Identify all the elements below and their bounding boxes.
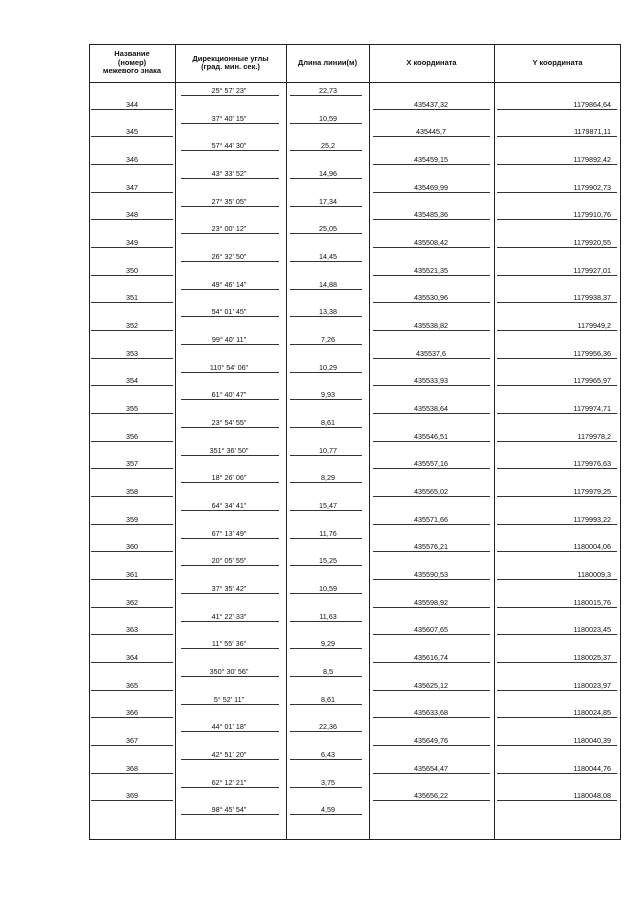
row-separator: [290, 261, 362, 262]
point-name-cell: 367: [126, 736, 138, 745]
row-separator: [181, 344, 279, 345]
row-separator: [497, 247, 617, 248]
row-separator: [497, 219, 617, 220]
x-coordinate-cell: 435533,93: [414, 376, 448, 386]
row-separator: [290, 95, 362, 96]
y-coordinate-cell: 1179956,36: [573, 348, 611, 358]
row-separator: [181, 482, 279, 483]
row-separator: [497, 192, 617, 193]
row-separator: [91, 275, 173, 276]
x-coordinate-cell: 435538,64: [414, 404, 448, 414]
row-separator: [290, 704, 362, 705]
row-separator: [91, 358, 173, 359]
y-coordinate-cell: 1180015,76: [573, 597, 611, 607]
x-coordinate-cell: 435469,99: [414, 182, 448, 192]
row-separator: [290, 316, 362, 317]
x-coordinate-cell: 435590,53: [414, 570, 448, 580]
row-separator: [91, 524, 173, 525]
line-length-cell: 7,26: [321, 334, 335, 344]
row-separator: [290, 510, 362, 511]
point-name-cell: 362: [126, 597, 138, 607]
row-separator: [181, 289, 279, 290]
row-separator: [91, 607, 173, 608]
row-separator: [373, 247, 490, 248]
row-separator: [373, 634, 490, 635]
directional-angle-cell: 11° 55' 36": [211, 639, 247, 649]
directional-angle-cell: 99° 40' 11": [211, 334, 247, 344]
row-separator: [181, 676, 279, 677]
row-separator: [91, 579, 173, 580]
row-separator: [91, 468, 173, 469]
point-name-cell: 358: [126, 487, 138, 497]
row-separator: [290, 814, 362, 815]
line-length-cell: 14,88: [319, 279, 337, 289]
line-length-cell: 14,96: [319, 168, 337, 178]
point-name-cell: 368: [126, 763, 138, 773]
row-separator: [91, 662, 173, 663]
header-directional-angles: Дирекционные углы (град. мин. сек.): [192, 53, 269, 71]
row-separator: [373, 358, 490, 359]
row-separator: [181, 759, 279, 760]
row-separator: [181, 261, 279, 262]
y-coordinate-cell: 1179979,25: [573, 487, 611, 497]
row-separator: [290, 759, 362, 760]
row-separator: [91, 745, 173, 746]
line-length-cell: 10,59: [319, 583, 337, 593]
y-coordinate-cell: 1179902,73: [573, 182, 611, 192]
row-separator: [181, 814, 279, 815]
row-separator: [290, 621, 362, 622]
y-coordinate-cell: 1180040,39: [573, 736, 611, 745]
row-separator: [497, 275, 617, 276]
x-coordinate-cell: 435654,47: [414, 763, 448, 773]
row-separator: [497, 496, 617, 497]
header-bottom-border: [89, 82, 621, 83]
row-separator: [373, 136, 490, 137]
row-separator: [290, 344, 362, 345]
row-separator: [181, 178, 279, 179]
row-separator: [181, 538, 279, 539]
directional-angle-cell: 64° 34' 41": [211, 500, 247, 510]
row-separator: [181, 206, 279, 207]
row-separator: [497, 634, 617, 635]
point-name-cell: 347: [126, 182, 138, 192]
directional-angle-cell: 43° 33' 52": [211, 168, 247, 178]
boundary-coordinates-table: [89, 44, 621, 840]
row-separator: [290, 427, 362, 428]
row-separator: [373, 302, 490, 303]
line-length-cell: 17,34: [319, 196, 337, 206]
row-separator: [497, 717, 617, 718]
row-separator: [373, 385, 490, 386]
row-separator: [373, 330, 490, 331]
row-separator: [497, 690, 617, 691]
line-length-cell: 11,63: [319, 611, 337, 621]
row-separator: [181, 233, 279, 234]
row-separator: [373, 192, 490, 193]
line-length-cell: 14,45: [319, 251, 337, 261]
point-name-cell: 348: [126, 210, 138, 220]
x-coordinate-cell: 435607,65: [414, 625, 448, 635]
row-separator: [181, 510, 279, 511]
directional-angle-cell: 110° 54' 06": [209, 362, 249, 372]
point-name-cell: 350: [126, 265, 138, 275]
row-separator: [497, 662, 617, 663]
x-coordinate-cell: 435616,74: [414, 653, 448, 663]
row-separator: [181, 372, 279, 373]
row-separator: [181, 731, 279, 732]
row-separator: [91, 551, 173, 552]
row-separator: [91, 136, 173, 137]
point-name-cell: 359: [126, 514, 138, 524]
row-separator: [290, 482, 362, 483]
row-separator: [373, 109, 490, 110]
row-separator: [181, 95, 279, 96]
row-separator: [91, 496, 173, 497]
line-length-cell: 4,59: [321, 805, 335, 815]
directional-angle-cell: 25° 57' 23": [211, 86, 247, 95]
x-coordinate-cell: 435538,82: [414, 321, 448, 331]
row-separator: [373, 690, 490, 691]
y-coordinate-cell: 1180023,45: [573, 625, 611, 635]
row-separator: [181, 455, 279, 456]
row-separator: [290, 178, 362, 179]
point-name-cell: 354: [126, 376, 138, 386]
x-coordinate-cell: 435633,68: [414, 708, 448, 718]
point-name-cell: 366: [126, 708, 138, 718]
row-separator: [181, 427, 279, 428]
point-name-cell: 345: [126, 127, 138, 137]
point-name-cell: 363: [126, 625, 138, 635]
row-separator: [373, 164, 490, 165]
line-length-cell: 8,61: [321, 417, 335, 427]
row-separator: [373, 662, 490, 663]
directional-angle-cell: 351° 36' 50": [209, 445, 249, 455]
row-separator: [373, 717, 490, 718]
row-separator: [497, 385, 617, 386]
row-separator: [91, 219, 173, 220]
line-length-cell: 25,2: [321, 141, 335, 151]
x-coordinate-cell: 435656,22: [414, 791, 448, 801]
row-separator: [290, 538, 362, 539]
row-separator: [290, 372, 362, 373]
row-separator: [181, 621, 279, 622]
row-separator: [91, 192, 173, 193]
directional-angle-cell: 42° 51' 20": [211, 749, 247, 759]
x-coordinate-cell: 435649,76: [414, 736, 448, 745]
line-length-cell: 10,77: [319, 445, 337, 455]
row-separator: [290, 648, 362, 649]
row-separator: [91, 690, 173, 691]
x-coordinate-cell: 435445,7: [416, 127, 446, 137]
point-name-cell: 356: [126, 431, 138, 441]
y-coordinate-cell: 1179871,11: [574, 127, 611, 137]
row-separator: [181, 565, 279, 566]
y-coordinate-cell: 1179949,2: [577, 321, 611, 331]
row-separator: [373, 496, 490, 497]
row-separator: [181, 787, 279, 788]
directional-angle-cell: 44° 01' 18": [211, 722, 247, 732]
row-separator: [373, 441, 490, 442]
x-coordinate-cell: 435530,96: [414, 293, 448, 303]
line-length-cell: 22,36: [319, 722, 337, 732]
y-coordinate-cell: 1180048,08: [573, 791, 611, 801]
directional-angle-cell: 41° 22' 33": [211, 611, 247, 621]
row-separator: [91, 773, 173, 774]
y-coordinate-cell: 1180009,3: [577, 570, 611, 580]
x-coordinate-cell: 435521,35: [414, 265, 448, 275]
directional-angle-cell: 5° 52' 11": [213, 694, 245, 704]
point-name-cell: 357: [126, 459, 138, 469]
directional-angle-cell: 23° 00' 12": [211, 224, 247, 234]
row-separator: [290, 731, 362, 732]
x-coordinate-cell: 435459,15: [414, 155, 448, 165]
y-coordinate-cell: 1180044,76: [573, 763, 611, 773]
row-separator: [497, 164, 617, 165]
row-separator: [290, 593, 362, 594]
line-length-cell: 10,29: [319, 362, 337, 372]
directional-angle-cell: 18° 26' 06": [211, 473, 247, 483]
point-name-cell: 364: [126, 653, 138, 663]
line-length-cell: 8,61: [321, 694, 335, 704]
point-name-cell: 344: [126, 99, 138, 109]
x-coordinate-cell: 435437,32: [414, 99, 448, 109]
directional-angle-cell: 67° 13' 49": [211, 528, 247, 538]
header-y-coordinate: Y координата: [532, 57, 583, 67]
row-separator: [497, 302, 617, 303]
line-length-cell: 13,38: [319, 307, 337, 317]
x-coordinate-cell: 435537,6: [416, 348, 446, 358]
directional-angle-cell: 37° 35' 42": [211, 583, 247, 593]
y-coordinate-cell: 1179976,63: [573, 459, 611, 469]
line-length-cell: 10,59: [319, 113, 337, 123]
y-coordinate-cell: 1179938,37: [573, 293, 611, 303]
row-separator: [91, 109, 173, 110]
row-separator: [497, 468, 617, 469]
directional-angle-cell: 350° 30' 56": [209, 666, 249, 676]
point-name-cell: 369: [126, 791, 138, 801]
row-separator: [290, 150, 362, 151]
line-length-cell: 3,75: [321, 777, 335, 787]
row-separator: [497, 773, 617, 774]
row-separator: [497, 800, 617, 801]
point-name-cell: 355: [126, 404, 138, 414]
row-separator: [290, 455, 362, 456]
y-coordinate-cell: 1179978,2: [577, 431, 611, 441]
row-separator: [181, 150, 279, 151]
y-coordinate-cell: 1179993,22: [573, 514, 611, 524]
row-separator: [373, 524, 490, 525]
point-name-cell: 360: [126, 542, 138, 552]
row-separator: [497, 551, 617, 552]
line-length-cell: 15,47: [319, 500, 337, 510]
row-separator: [373, 275, 490, 276]
x-coordinate-cell: 435598,92: [414, 597, 448, 607]
line-length-cell: 9,29: [321, 639, 335, 649]
row-separator: [91, 302, 173, 303]
y-coordinate-cell: 1179864,64: [573, 99, 611, 109]
directional-angle-cell: 98° 45' 54": [211, 805, 247, 815]
column-divider: [286, 44, 287, 840]
x-coordinate-cell: 435565,02: [414, 487, 448, 497]
y-coordinate-cell: 1179892,42: [573, 155, 611, 165]
y-coordinate-cell: 1180023,97: [573, 680, 611, 690]
y-coordinate-cell: 1179974,71: [573, 404, 611, 414]
row-separator: [497, 441, 617, 442]
x-coordinate-cell: 435625,12: [414, 680, 448, 690]
row-separator: [290, 233, 362, 234]
x-coordinate-cell: 435571,66: [414, 514, 448, 524]
row-separator: [497, 413, 617, 414]
line-length-cell: 11,76: [319, 528, 337, 538]
directional-angle-cell: 57° 44' 30": [211, 141, 247, 151]
point-name-cell: 353: [126, 348, 138, 358]
row-separator: [91, 634, 173, 635]
y-coordinate-cell: 1180024,85: [573, 708, 611, 718]
header-x-coordinate: X координата: [406, 57, 457, 67]
point-name-cell: 361: [126, 570, 138, 580]
row-separator: [497, 330, 617, 331]
point-name-cell: 351: [126, 293, 138, 303]
x-coordinate-cell: 435576,21: [414, 542, 448, 552]
point-name-cell: 352: [126, 321, 138, 331]
directional-angle-cell: 54° 01' 45": [211, 307, 247, 317]
row-separator: [373, 413, 490, 414]
line-length-cell: 15,25: [319, 556, 337, 566]
y-coordinate-cell: 1180025,37: [573, 653, 611, 663]
point-name-cell: 349: [126, 238, 138, 248]
row-separator: [373, 468, 490, 469]
line-length-cell: 9,93: [321, 390, 335, 400]
directional-angle-cell: 62° 12' 21": [211, 777, 247, 787]
line-length-cell: 8,5: [323, 666, 333, 676]
row-separator: [181, 123, 279, 124]
column-divider: [175, 44, 176, 840]
line-length-cell: 22,73: [319, 86, 337, 95]
directional-angle-cell: 20° 05' 55": [211, 556, 247, 566]
row-separator: [181, 593, 279, 594]
directional-angle-cell: 37° 40' 15": [211, 113, 247, 123]
line-length-cell: 25,05: [319, 224, 337, 234]
row-separator: [290, 123, 362, 124]
row-separator: [290, 787, 362, 788]
row-separator: [91, 385, 173, 386]
row-separator: [181, 399, 279, 400]
x-coordinate-cell: 435557,16: [414, 459, 448, 469]
column-divider: [369, 44, 370, 840]
row-separator: [497, 745, 617, 746]
row-separator: [373, 607, 490, 608]
point-name-cell: 346: [126, 155, 138, 165]
y-coordinate-cell: 1179965,97: [573, 376, 611, 386]
row-separator: [497, 524, 617, 525]
line-length-cell: 6,43: [321, 749, 335, 759]
row-separator: [290, 289, 362, 290]
header-line-length: Длина линии(м): [297, 57, 358, 67]
row-separator: [290, 565, 362, 566]
row-separator: [290, 206, 362, 207]
row-separator: [373, 745, 490, 746]
directional-angle-cell: 23° 54' 55": [211, 417, 247, 427]
row-separator: [373, 551, 490, 552]
x-coordinate-cell: 435485,36: [414, 210, 448, 220]
row-separator: [497, 109, 617, 110]
row-separator: [91, 717, 173, 718]
row-separator: [91, 800, 173, 801]
directional-angle-cell: 26° 32' 50": [211, 251, 247, 261]
row-separator: [181, 316, 279, 317]
row-separator: [91, 441, 173, 442]
y-coordinate-cell: 1179910,76: [573, 210, 611, 220]
y-coordinate-cell: 1179920,55: [573, 238, 611, 248]
row-separator: [373, 800, 490, 801]
x-coordinate-cell: 435546,51: [414, 431, 448, 441]
row-separator: [497, 136, 617, 137]
y-coordinate-cell: 1180004,06: [573, 542, 611, 552]
row-separator: [373, 773, 490, 774]
row-separator: [373, 579, 490, 580]
row-separator: [181, 648, 279, 649]
row-separator: [497, 358, 617, 359]
x-coordinate-cell: 435508,42: [414, 238, 448, 248]
row-separator: [497, 579, 617, 580]
line-length-cell: 8,29: [321, 473, 335, 483]
row-separator: [290, 676, 362, 677]
row-separator: [91, 247, 173, 248]
row-separator: [373, 219, 490, 220]
directional-angle-cell: 49° 46' 14": [211, 279, 247, 289]
row-separator: [91, 330, 173, 331]
directional-angle-cell: 27° 35' 05": [211, 196, 247, 206]
row-separator: [497, 607, 617, 608]
column-divider: [494, 44, 495, 840]
row-separator: [91, 164, 173, 165]
y-coordinate-cell: 1179927,01: [573, 265, 611, 275]
row-separator: [290, 399, 362, 400]
row-separator: [91, 413, 173, 414]
row-separator: [181, 704, 279, 705]
directional-angle-cell: 61° 40' 47": [211, 390, 247, 400]
header-point-name: Название (номер) межевого знака: [102, 49, 162, 76]
point-name-cell: 365: [126, 680, 138, 690]
